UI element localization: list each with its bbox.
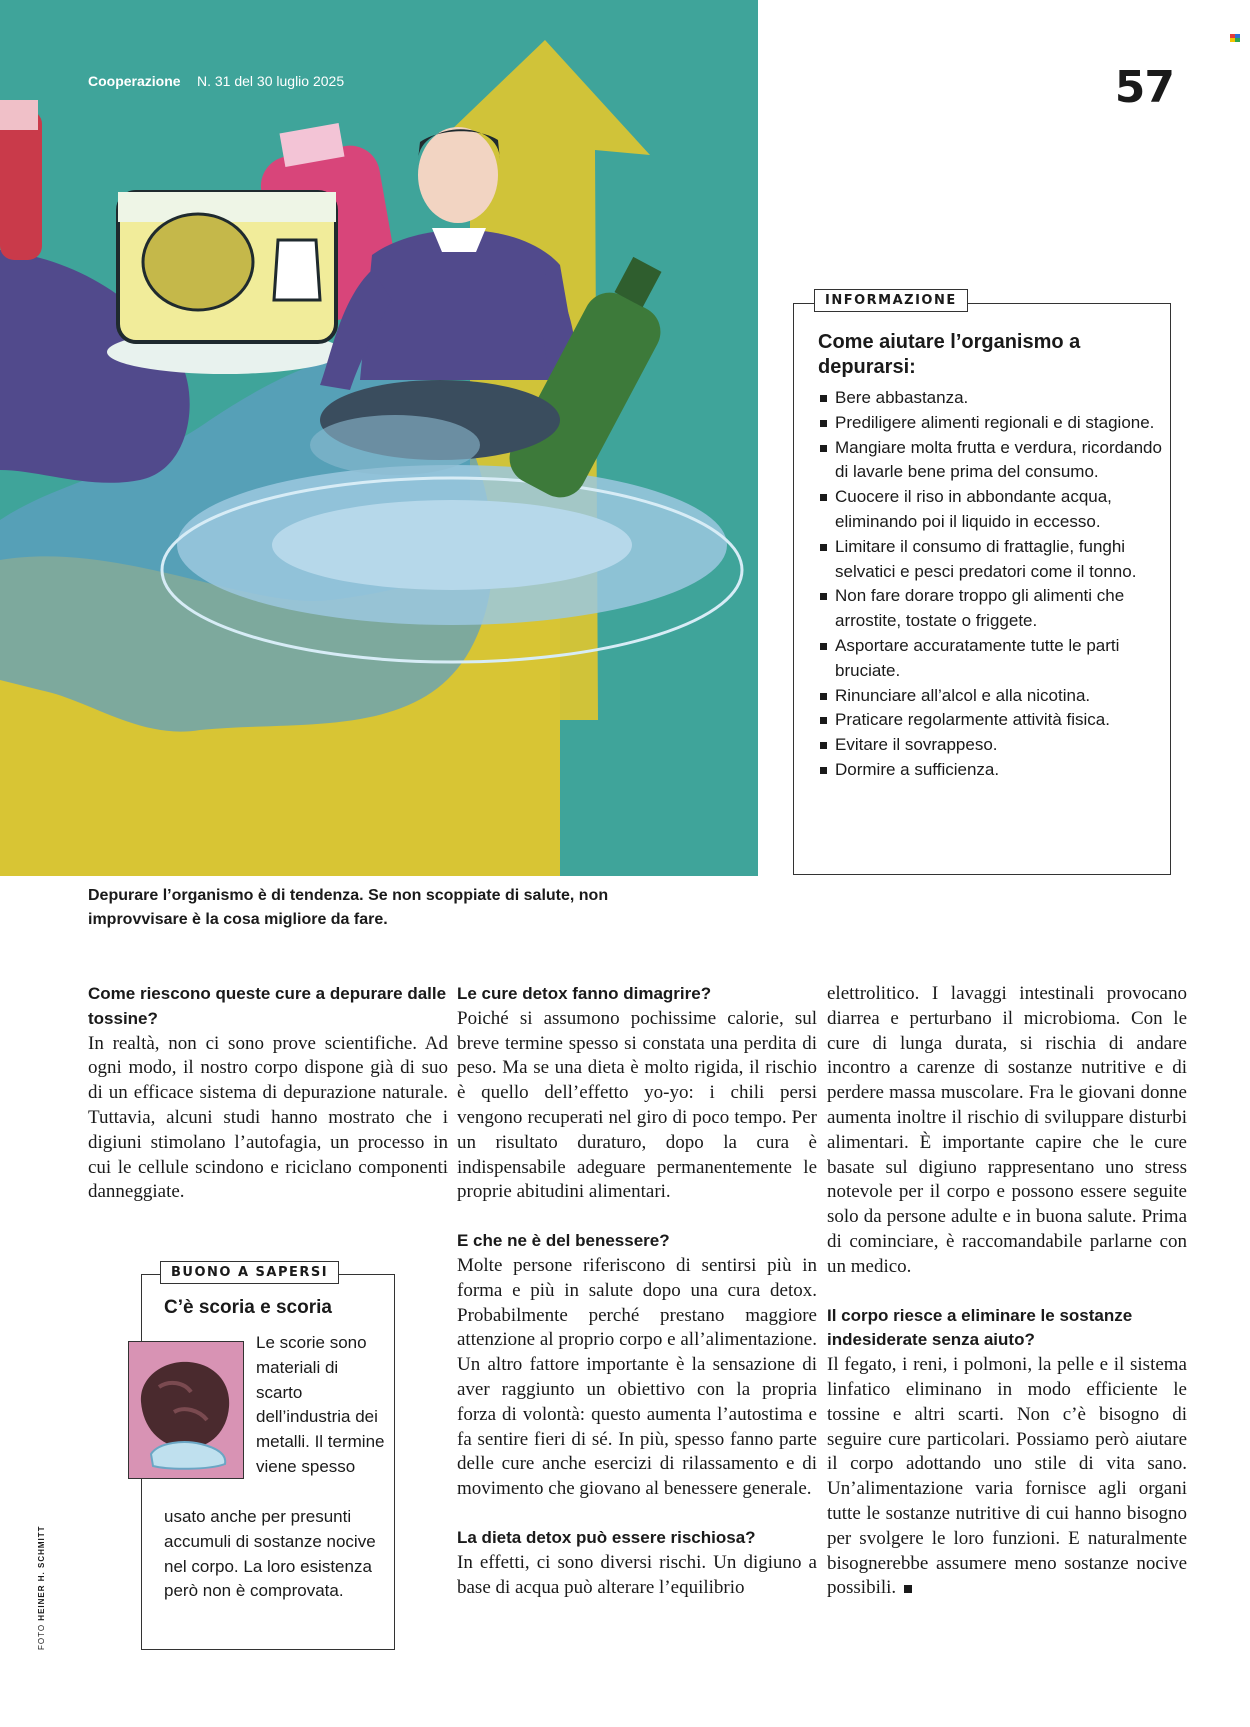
buono-tag: BUONO A SAPERSI bbox=[160, 1261, 339, 1284]
list-item: Dormire a sufficienza. bbox=[818, 758, 1168, 783]
answer-paragraph: elettrolitico. I lavaggi intestinali provocano diarrea e perturbano il microbioma. Con le cure di lunga durata, si rischia di andare incontro a carenze di sostanze nutritive e di perdere massa muscolare. Fra le giovani donne aumenta inoltre il rischio di sviluppare disturbi alimentari. È importante capire che le cure basate sul digiuno rappresentano uno stress notevole per il corpo e possono essere seguite solo da persone adulte e in buona salute. Prima di cominciare, è raccomandabile parlarne con un medico. bbox=[827, 983, 1187, 1277]
credit-label: FOTO bbox=[37, 1623, 46, 1650]
answer-paragraph: Molte persone riferiscono di sentirsi più in forma e più in salute dopo una cura detox. Probabilmente perché prestano maggiore attenzione al proprio corpo e all’alimentazione. Un altro fattore importante è la sensazione di aver raggiunto un obiettivo con la propria forza di volontà: questo aumenta l’autostima e fa sentire fieri di sé. In più, spesso fanno parte delle cure anche esercizi di rilassamento e di movimento che giovano al benessere generale. bbox=[457, 1254, 817, 1500]
question-heading: Le cure detox fanno dimagrire? bbox=[457, 984, 712, 1003]
question-heading: E che ne è del benessere? bbox=[457, 1231, 670, 1251]
article-column-2 bbox=[457, 982, 817, 1600]
article-column-1 bbox=[88, 982, 448, 1205]
info-title: Come aiutare l’organismo a depurarsi: bbox=[818, 331, 1081, 378]
page-number: 57 bbox=[1114, 62, 1174, 113]
issue-info: N. 31 del 30 luglio 2025 bbox=[197, 73, 345, 89]
slag-image bbox=[128, 1341, 244, 1479]
buono-text-right: Le scorie sono materiali di scarto dell’industria dei metalli. Il termine viene spesso bbox=[256, 1333, 385, 1476]
list-item: Bere abbastanza. bbox=[818, 386, 1168, 411]
list-item: Cuocere il riso in abbondante acqua, eliminando poi il liquido in eccesso. bbox=[818, 485, 1168, 535]
article-column-3 bbox=[827, 982, 1187, 1601]
final-answer-text: Il fegato, i reni, i polmoni, la pelle e il sistema linfatico eliminano in modo efficiente le tossine e altri scarti. Non c’è bisogno di seguire cure particolari. Possiamo però aiutare il corpo adottando uno stile di vita sano. Un’alimentazione varia fornisce agli organi tutte le sostanze nutritive di cui hanno bisogno per svolgere le loro funzioni. E naturalmente bisognerebbe assumere meno sostanze nocive possibili. bbox=[827, 1354, 1187, 1599]
info-box bbox=[793, 293, 1171, 875]
list-item: Mangiare molta frutta e verdura, ricordando di lavarle bene prima del consumo. bbox=[818, 436, 1168, 486]
color-flag-icon bbox=[1230, 34, 1240, 42]
question-heading: La dieta detox può essere rischiosa? bbox=[457, 1527, 756, 1547]
answer-paragraph: In realtà, non ci sono prove scientifiche. Ad ogni modo, il nostro corpo dispone già di suo di un efficace sistema di depurazione naturale. Tuttavia, alcuni studi hanno mostrato che i digiuni stimolano l’autofagia, un processo in cui le cellule scindono e riciclano componenti danneggiate. bbox=[88, 1032, 448, 1203]
photo-credit bbox=[37, 1525, 46, 1650]
illustration-art bbox=[0, 0, 758, 876]
list-item: Prediligere alimenti regionali e di stagione. bbox=[818, 411, 1168, 436]
end-mark-icon bbox=[904, 1585, 912, 1593]
hero-illustration bbox=[0, 0, 758, 876]
info-list bbox=[818, 386, 1168, 783]
info-tag: INFORMAZIONE bbox=[814, 289, 968, 312]
list-item: Praticare regolarmente attività fisica. bbox=[818, 708, 1168, 733]
magazine-name: Cooperazione bbox=[88, 73, 181, 89]
buono-title: C’è scoria e scoria bbox=[164, 1297, 332, 1318]
list-item: Asportare accuratamente tutte le parti bruciate. bbox=[818, 634, 1168, 684]
question-heading: Come riescono queste cure a depurare dalle tossine? bbox=[88, 984, 447, 1028]
list-item: Limitare il consumo di frattaglie, funghi selvatici e pesci predatori come il tonno. bbox=[818, 535, 1168, 585]
slag-rock-icon bbox=[129, 1342, 242, 1477]
buono-text-bottom: usato anche per presunti accumuli di sostanze nocive nel corpo. La loro esistenza però non è comprovata. bbox=[164, 1507, 376, 1601]
credit-name: HEINER H. SCHMITT bbox=[37, 1525, 46, 1621]
list-item: Non fare dorare troppo gli alimenti che arrostite, tostate o friggete. bbox=[818, 584, 1168, 634]
answer-paragraph: In effetti, ci sono diversi rischi. Un digiuno a base di acqua può alterare l’equilibrio bbox=[457, 1551, 817, 1598]
answer-paragraph: Poiché si assumono pochissime calorie, sul breve termine spesso si constata una perdita di peso. Ma se una dieta è molto rigida, il rischio è quello dell’effetto yo-yo: i chili persi vengono recuperati nel giro di poco tempo. Per un risultato duraturo, dopo la cura è indispensabile adeguare permanentemente le proprie abitudini alimentari. bbox=[457, 1007, 817, 1203]
buono-box bbox=[141, 1265, 395, 1650]
list-item: Evitare il sovrappeso. bbox=[818, 733, 1168, 758]
list-item: Rinunciare all’alcol e alla nicotina. bbox=[818, 684, 1168, 709]
image-caption: Depurare l’organismo è di tendenza. Se non scoppiate di salute, non improvvisare è la cosa migliore da fare. bbox=[88, 887, 609, 928]
answer-paragraph bbox=[827, 1353, 1187, 1601]
question-heading: Il corpo riesce a eliminare le sostanze indesiderate senza aiuto? bbox=[827, 1305, 1133, 1350]
